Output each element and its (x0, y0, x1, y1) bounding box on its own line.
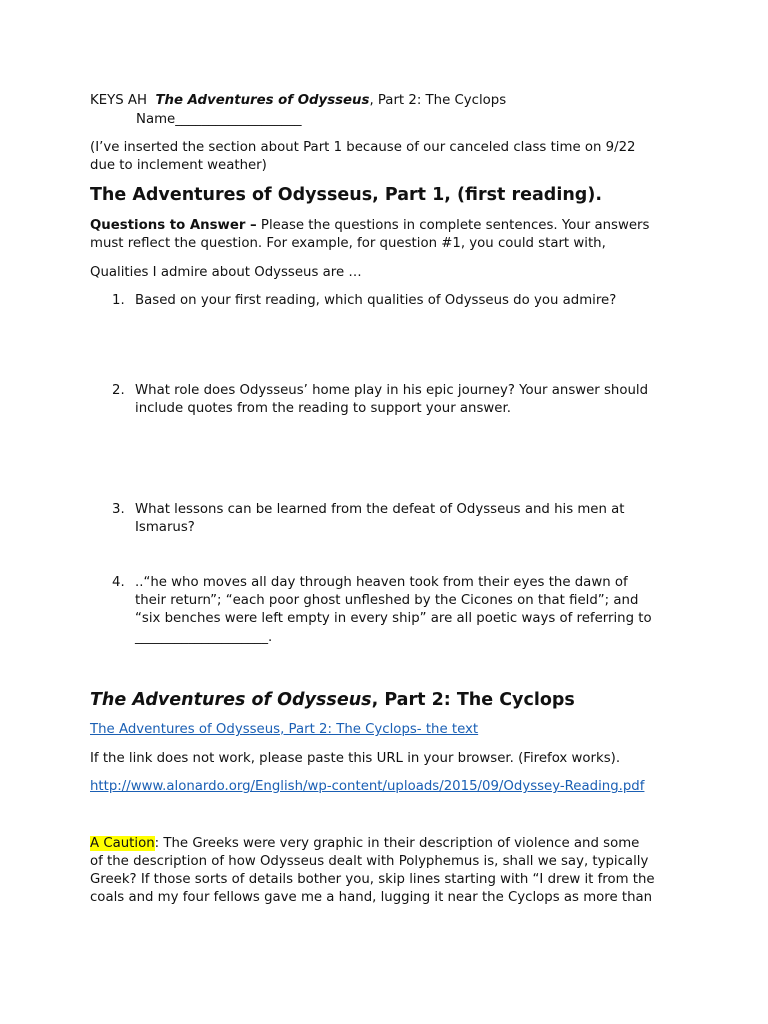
question-number: 2. (112, 383, 125, 398)
note-line-1: (I’ve inserted the section about Part 1 because of our canceled class time on 9/22 (90, 140, 636, 155)
keys-label: KEYS AH (90, 93, 148, 108)
caution-text: : The Greeks were very graphic in their description of violence and some (154, 836, 640, 851)
question-text: ____________________. (135, 630, 273, 645)
name-field-line: Name___________________ (136, 112, 302, 127)
header-title-italic: The Adventures of Odysseus (155, 93, 370, 108)
question-number: 4. (112, 575, 125, 590)
url-link-line (90, 778, 644, 797)
url-link[interactable]: http://www.alonardo.org/English/wp-content/uploads/2015/09/Odyssey-Reading.pdf (90, 779, 645, 794)
caution-label: A Caution (90, 836, 155, 851)
question-text: What lessons can be learned from the defeat of Odysseus and his men at (135, 502, 625, 517)
questions-label: Questions to Answer – (90, 218, 257, 233)
note-line-2: due to inclement weather) (90, 158, 267, 173)
part2-heading (90, 689, 575, 711)
instructions-line-2: must reflect the question. For example, for question #1, you could start with, (90, 236, 606, 251)
header-title-rest: , Part 2: The Cyclops (369, 93, 507, 108)
paste-note: If the link does not work, please paste this URL in your browser. (Firefox works). (90, 751, 621, 766)
text-link[interactable]: The Adventures of Odysseus, Part 2: The Cyclops- the text (90, 722, 479, 737)
question-text: Based on your first reading, which qualities of Odysseus do you admire? (135, 293, 617, 308)
question-number: 3. (112, 502, 125, 517)
text-link-line (90, 721, 478, 740)
caution-line-4: coals and my four fellows gave me a hand, lugging it near the Cyclops as more than (90, 890, 653, 905)
header-line (90, 92, 506, 111)
starter-sentence: Qualities I admire about Odysseus are … (90, 265, 362, 280)
question-text: ..“he who moves all day through heaven took from their eyes the dawn of (135, 575, 628, 590)
question-text: their return”; “each poor ghost unfleshed by the Cicones on that field”; and (135, 593, 639, 608)
caution-line-2: of the description of how Odysseus dealt with Polyphemus is, shall we say, typically (90, 854, 649, 869)
part1-heading: The Adventures of Odysseus, Part 1, (first reading). (90, 185, 602, 205)
question-text: What role does Odysseus’ home play in his epic journey? Your answer should (135, 383, 649, 398)
caution-line-3: Greek? If those sorts of details bother you, skip lines starting with “I drew it from the (90, 872, 655, 887)
instructions-line-1 (90, 217, 649, 236)
part2-heading-italic: The Adventures of Odysseus (90, 690, 372, 710)
caution-line-1 (90, 835, 639, 854)
question-text: include quotes from the reading to support your answer. (135, 401, 511, 416)
part2-heading-rest: , Part 2: The Cyclops (371, 690, 575, 710)
question-text: Ismarus? (135, 520, 195, 535)
question-text: “six benches were left empty in every ship” are all poetic ways of referring to (135, 611, 652, 626)
instructions-text: Please the questions in complete sentences. Your answers (256, 218, 650, 233)
question-number: 1. (112, 293, 125, 308)
